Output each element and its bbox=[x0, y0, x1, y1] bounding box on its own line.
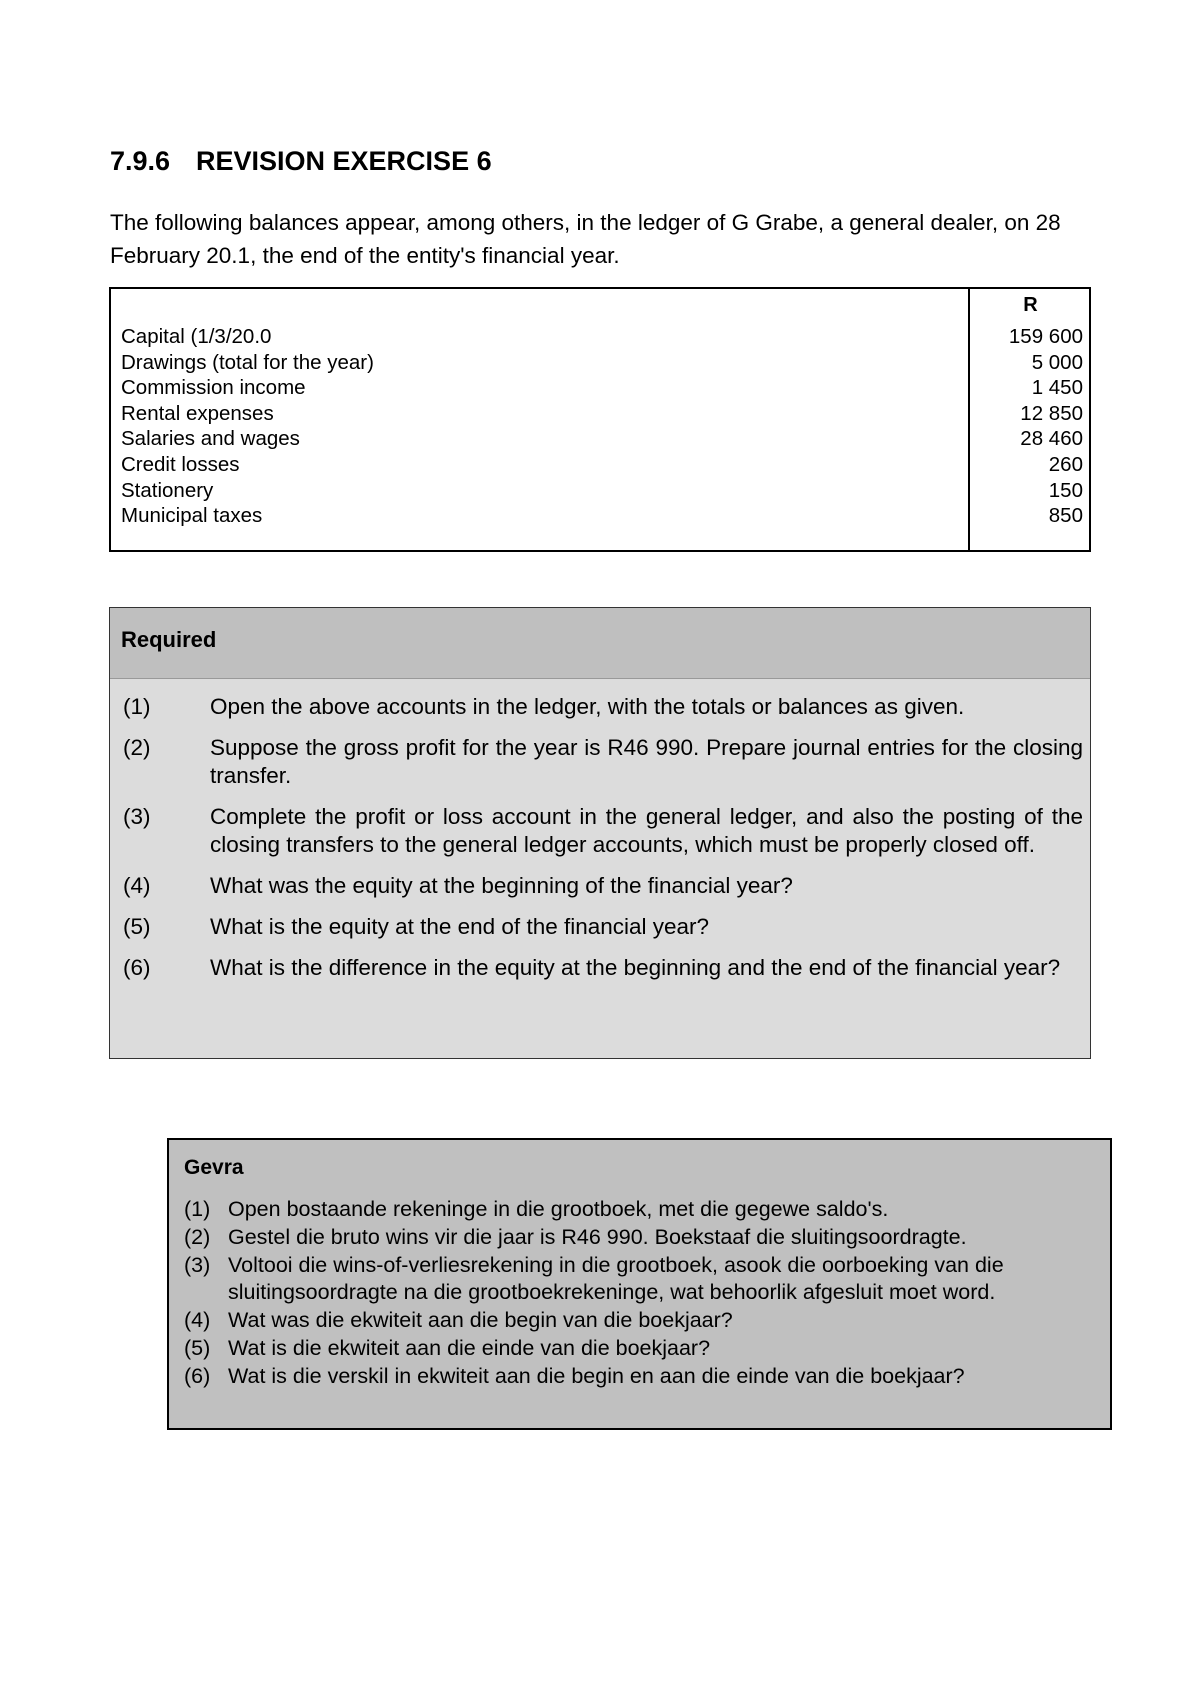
section-heading bbox=[110, 146, 492, 177]
balance-label: Salaries and wages bbox=[121, 427, 300, 451]
balance-amount: 260 bbox=[1048, 452, 1083, 476]
balance-label: Rental expenses bbox=[121, 401, 274, 425]
balance-label: Commission income bbox=[121, 376, 306, 400]
item-text: What was the equity at the beginning of the financial year? bbox=[210, 873, 793, 898]
list-item bbox=[184, 1335, 1104, 1363]
item-number: (3) bbox=[123, 804, 151, 829]
balances-table bbox=[109, 287, 1091, 552]
item-text: Suppose the gross profit for the year is R46 990. Prepare journal entries for the closing transfer. bbox=[210, 735, 1083, 788]
list-item bbox=[184, 1252, 1104, 1308]
list-item bbox=[123, 872, 1083, 900]
item-number: (1) bbox=[123, 694, 151, 719]
table-row bbox=[121, 324, 1083, 350]
required-box bbox=[109, 607, 1091, 1059]
item-number: (2) bbox=[184, 1224, 211, 1249]
list-item bbox=[184, 1196, 1104, 1224]
balance-label: Stationery bbox=[121, 478, 214, 502]
list-item bbox=[184, 1307, 1104, 1335]
balance-label: Credit losses bbox=[121, 452, 240, 476]
item-number: (5) bbox=[184, 1335, 211, 1360]
item-number: (6) bbox=[123, 955, 151, 980]
gevra-list bbox=[184, 1196, 1104, 1391]
item-text: Gestel die bruto wins vir die jaar is R46 990. Boekstaaf die sluitingsoordragte. bbox=[228, 1224, 967, 1249]
item-number: (5) bbox=[123, 914, 151, 939]
required-title: Required bbox=[121, 627, 217, 652]
item-text: Open the above accounts in the ledger, with the totals or balances as given. bbox=[210, 694, 965, 719]
item-text: Wat is die verskil in ekwiteit aan die begin en aan die einde van die boekjaar? bbox=[228, 1363, 965, 1388]
intro-paragraph: The following balances appear, among others, in the ledger of G Grabe, a general dealer, on 28 February 20.1, the end of the entity's financial year. bbox=[110, 210, 1061, 268]
balance-amount: 5 000 bbox=[1031, 350, 1083, 374]
item-text: Wat was die ekwiteit aan die begin van die boekjaar? bbox=[228, 1308, 733, 1333]
table-row bbox=[121, 503, 1083, 529]
section-number: 7.9.6 bbox=[110, 146, 171, 176]
item-text: Open bostaande rekeninge in die grootboek, met die gegewe saldo's. bbox=[228, 1197, 889, 1221]
list-item bbox=[184, 1363, 1104, 1391]
item-text: What is the equity at the end of the financial year? bbox=[210, 914, 710, 939]
item-text: Complete the profit or loss account in the general ledger, and also the posting of the closing transfers to the general ledger accounts, which must be properly closed off. bbox=[210, 804, 1083, 857]
section-title: REVISION EXERCISE 6 bbox=[196, 146, 492, 176]
item-text: What is the difference in the equity at the beginning and the end of the financial year? bbox=[210, 955, 1061, 980]
balances-rows bbox=[121, 324, 1083, 529]
item-number: (1) bbox=[184, 1197, 211, 1221]
list-item bbox=[123, 803, 1083, 859]
list-item bbox=[123, 954, 1083, 982]
item-number: (3) bbox=[184, 1252, 211, 1277]
table-row bbox=[121, 401, 1083, 427]
required-header bbox=[110, 608, 1090, 679]
gevra-title: Gevra bbox=[184, 1156, 244, 1179]
list-item bbox=[123, 913, 1083, 941]
table-row bbox=[121, 350, 1083, 376]
balance-amount: 150 bbox=[1048, 478, 1083, 502]
list-item bbox=[184, 1224, 1104, 1252]
balance-label: Municipal taxes bbox=[121, 504, 263, 528]
table-row bbox=[121, 426, 1083, 452]
gevra-box bbox=[167, 1138, 1112, 1430]
balance-amount: 12 850 bbox=[1020, 401, 1083, 425]
currency-header: R bbox=[1023, 294, 1038, 316]
item-text: Wat is die ekwiteit aan die einde van die boekjaar? bbox=[228, 1335, 711, 1360]
table-row bbox=[121, 478, 1083, 504]
table-row bbox=[121, 452, 1083, 478]
balance-label: Drawings (total for the year) bbox=[121, 350, 374, 374]
item-text: Voltooi die wins-of-verliesrekening in die grootboek, asook die oorboeking van die sluitingsoordragte na die grootboekrekeninge, wat behoorlik afgesluit moet word. bbox=[228, 1252, 1004, 1305]
balance-amount: 1 450 bbox=[1031, 376, 1083, 400]
balance-amount: 159 600 bbox=[1008, 325, 1083, 348]
balance-amount: 850 bbox=[1048, 504, 1083, 528]
list-item bbox=[123, 734, 1083, 790]
item-number: (6) bbox=[184, 1363, 211, 1388]
list-item bbox=[123, 693, 1083, 721]
balance-label: Capital (1/3/20.0 bbox=[121, 325, 272, 348]
balance-amount: 28 460 bbox=[1020, 427, 1083, 451]
item-number: (4) bbox=[123, 873, 151, 898]
required-list bbox=[123, 693, 1083, 995]
item-number: (2) bbox=[123, 735, 151, 760]
table-row bbox=[121, 375, 1083, 401]
item-number: (4) bbox=[184, 1308, 211, 1333]
